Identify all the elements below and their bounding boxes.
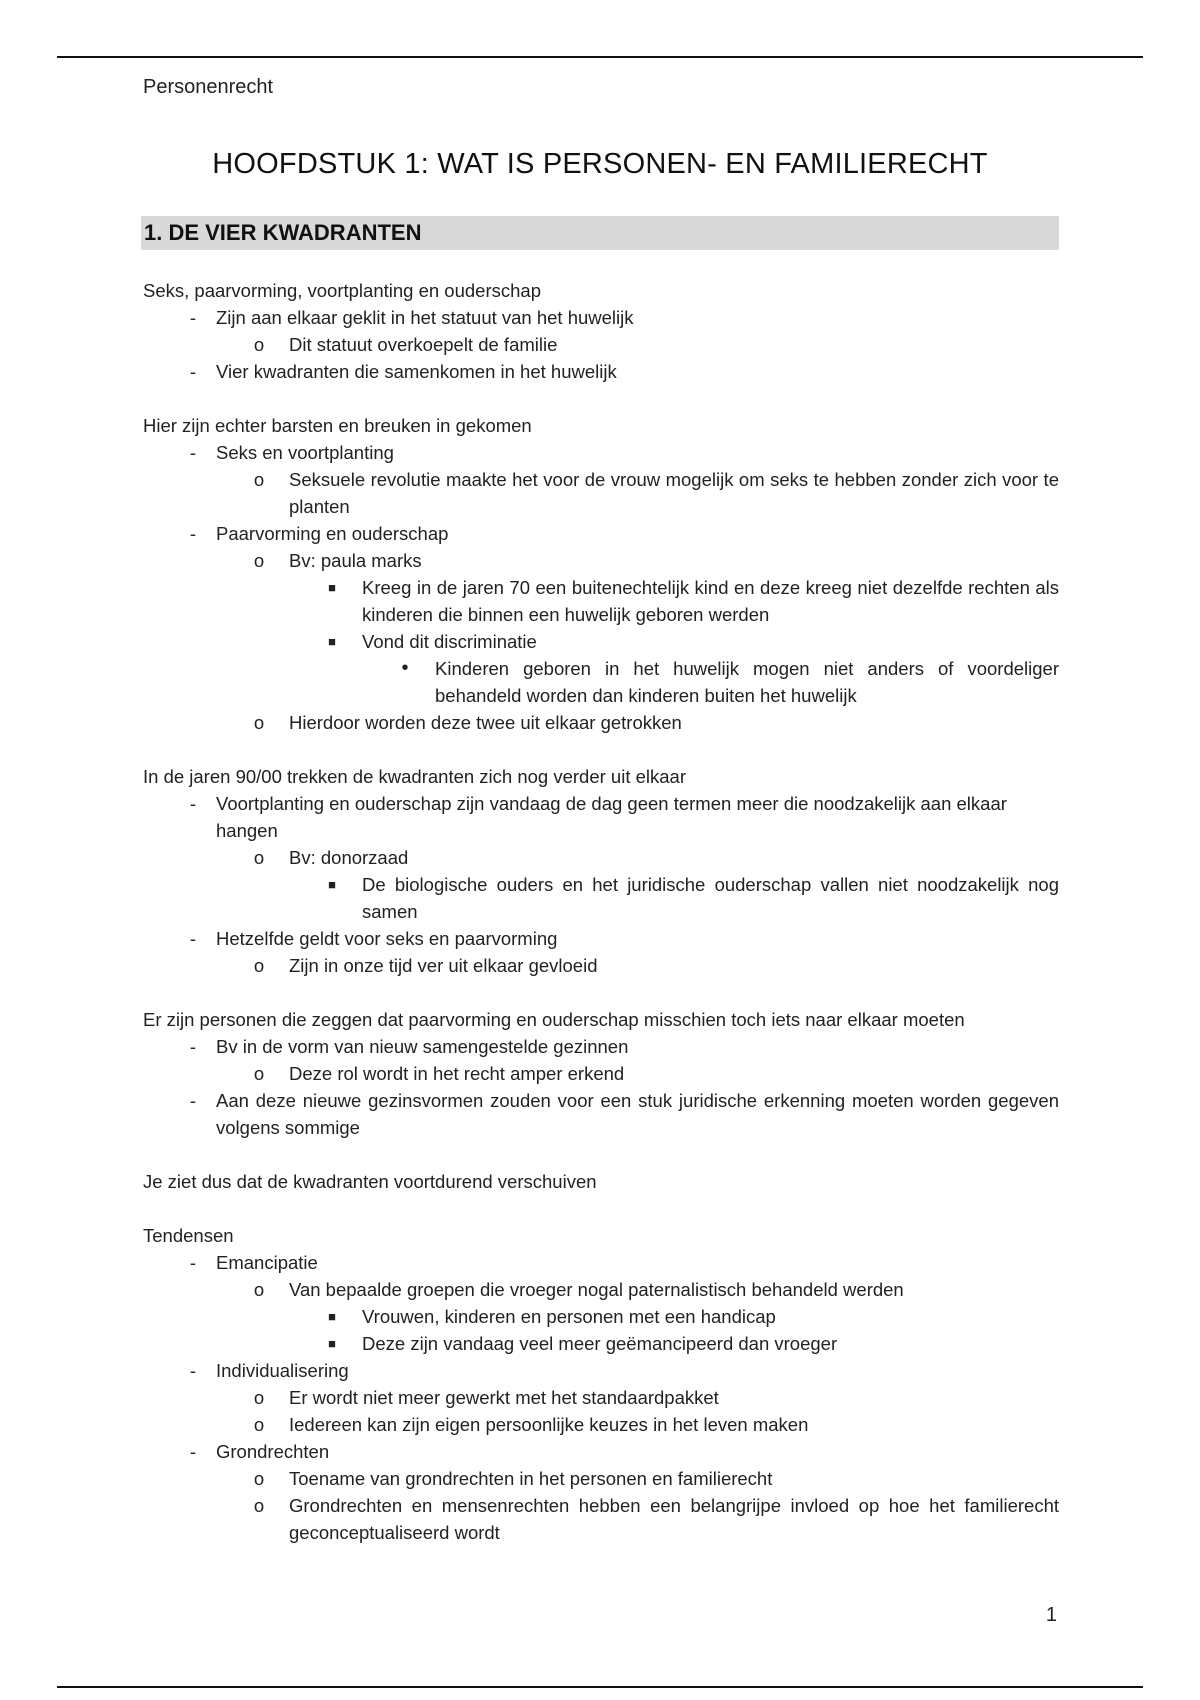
list-item: o Bv: donorzaad [143,844,1059,871]
dash-bullet: - [189,523,197,544]
list-item: o Er wordt niet meer gewerkt met het standaardpakket [143,1384,1059,1411]
dash-bullet: - [189,442,197,463]
list-item: ■ De biologische ouders en het juridische ouderschap vallen niet noodzakelijk nog samen [143,871,1059,925]
list-item: • Kinderen geboren in het huwelijk mogen niet anders of voordeliger behandeld worden dan kinderen buiten het huwelijk [143,655,1059,709]
paragraph-gap [143,1141,1059,1168]
paragraph-gap [143,385,1059,412]
list-item: - Emancipatie [143,1249,1059,1276]
list-item: - Paarvorming en ouderschap [143,520,1059,547]
list-item: ■ Vrouwen, kinderen en personen met een handicap [143,1303,1059,1330]
paragraph-gap [143,736,1059,763]
chapter-title: HOOFDSTUK 1: WAT IS PERSONEN- EN FAMILIERECHT [212,148,988,180]
circle-bullet: o [253,1414,265,1435]
paragraph: Hier zijn echter barsten en breuken in gekomen [143,415,532,436]
paragraph: Seks, paarvorming, voortplanting en ouderschap [143,280,541,301]
circle-bullet: o [253,469,265,490]
list-item: o Seksuele revolutie maakte het voor de vrouw mogelijk om seks te hebben zonder zich voor te planten [143,466,1059,520]
paragraph: Je ziet dus dat de kwadranten voortdurend verschuiven [143,1171,597,1192]
dash-bullet: - [189,793,197,814]
list-item: ■ Kreeg in de jaren 70 een buitenechtelijk kind en deze kreeg niet dezelfde rechten als kinderen die binnen een huwelijk geboren werden [143,574,1059,628]
circle-bullet: o [253,550,265,571]
circle-bullet: o [253,1468,265,1489]
dash-bullet: - [189,361,197,382]
list-item: - Individualisering [143,1357,1059,1384]
circle-bullet: o [253,847,265,868]
list-item: ■ Vond dit discriminatie [143,628,1059,655]
running-header: Personenrecht [143,76,274,98]
list-item: o Toename van grondrechten in het personen en familierecht [143,1465,1059,1492]
square-bullet: ■ [328,580,336,595]
paragraph: Tendensen [143,1225,234,1246]
list-item: o Van bepaalde groepen die vroeger nogal paternalistisch behandeld werden [143,1276,1059,1303]
dash-bullet: - [189,1360,197,1381]
list-item: ■ Deze zijn vandaag veel meer geëmancipeerd dan vroeger [143,1330,1059,1357]
circle-bullet: o [253,955,265,976]
square-bullet: ■ [328,1336,336,1351]
circle-bullet: o [253,1279,265,1300]
section-heading: 1. DE VIER KWADRANTEN [141,216,1059,250]
dash-bullet: - [189,1090,197,1111]
circle-bullet: o [253,1495,265,1516]
dash-bullet: - [189,1441,197,1462]
square-bullet: ■ [328,1309,336,1324]
square-bullet: ■ [328,877,336,892]
list-item: o Zijn in onze tijd ver uit elkaar gevloeid [143,952,1059,979]
circle-bullet: o [253,1387,265,1408]
paragraph: Er zijn personen die zeggen dat paarvorming en ouderschap misschien toch iets naar elkaar moeten [143,1009,965,1030]
list-item: - Seks en voortplanting [143,439,1059,466]
list-item: o Iedereen kan zijn eigen persoonlijke keuzes in het leven maken [143,1411,1059,1438]
paragraph: In de jaren 90/00 trekken de kwadranten zich nog verder uit elkaar [143,766,686,787]
paragraph-gap [143,979,1059,1006]
list-item: o Dit statuut overkoepelt de familie [143,331,1059,358]
list-item: o Bv: paula marks [143,547,1059,574]
dot-bullet: • [401,657,409,679]
paragraph-gap [143,1195,1059,1222]
page-number: 1 [1045,1604,1057,1626]
document-body [143,277,1059,1546]
list-item: o Hierdoor worden deze twee uit elkaar getrokken [143,709,1059,736]
circle-bullet: o [253,334,265,355]
circle-bullet: o [253,1063,265,1084]
circle-bullet: o [253,712,265,733]
dash-bullet: - [189,307,197,328]
list-item: - Hetzelfde geldt voor seks en paarvorming [143,925,1059,952]
list-item: - Bv in de vorm van nieuw samengestelde gezinnen [143,1033,1059,1060]
list-item: o Grondrechten en mensenrechten hebben een belangrijpe invloed op hoe het familierecht geconceptualiseerd wordt [143,1492,1059,1546]
bottom-rule [57,1686,1143,1688]
dash-bullet: - [189,928,197,949]
top-rule [57,56,1143,58]
list-item: - Grondrechten [143,1438,1059,1465]
dash-bullet: - [189,1252,197,1273]
list-item: - Aan deze nieuwe gezinsvormen zouden voor een stuk juridische erkenning moeten worden gegeven volgens sommige [143,1087,1059,1141]
square-bullet: ■ [328,634,336,649]
list-item: - Vier kwadranten die samenkomen in het huwelijk [143,358,1059,385]
list-item: - Voortplanting en ouderschap zijn vandaag de dag geen termen meer die noodzakelijk aan elkaar hangen [143,790,1059,844]
list-item: o Deze rol wordt in het recht amper erkend [143,1060,1059,1087]
dash-bullet: - [189,1036,197,1057]
list-item: - Zijn aan elkaar geklit in het statuut van het huwelijk [143,304,1059,331]
